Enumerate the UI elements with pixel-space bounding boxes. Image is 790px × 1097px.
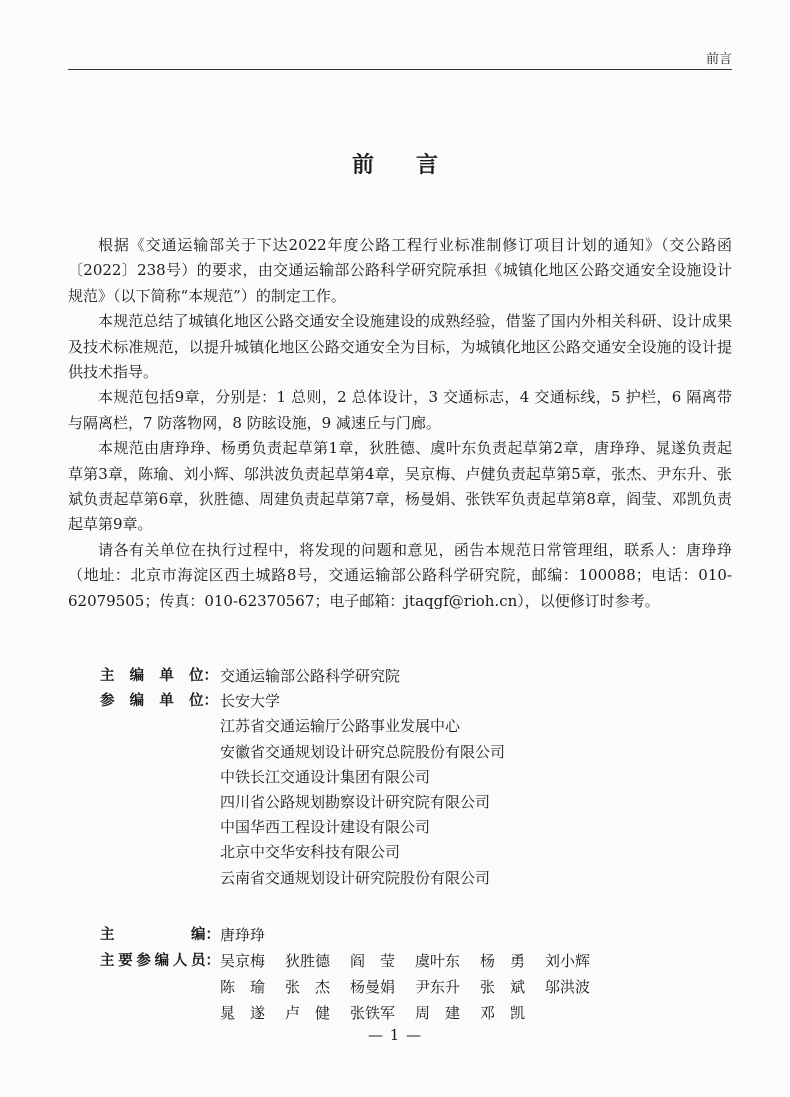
participant-name: 杨曼娟: [350, 978, 396, 996]
unit-item: 中铁长江交通设计集团有限公司: [220, 767, 431, 786]
unit-item: 北京中交华安科技有限公司: [220, 843, 401, 862]
unit-item: 中国华西工程设计建设有限公司: [220, 818, 431, 837]
participant-name: 卢 健: [285, 1004, 331, 1022]
participant-name: 周 建: [415, 1004, 461, 1022]
participant-name: 杨 勇: [480, 952, 526, 970]
main-participants-row: 主 要 参 编 人 员 ： 吴京梅 狄胜德 阎 莹 虞叶东 杨 勇 刘小辉 陈 瑜 张 杰 杨曼娟 尹东升 张 斌 邬洪波 晁 遂 卢 健 张铁军 周 建 邓 凯: [100, 948, 732, 1026]
participant-name: 晁 遂: [220, 1004, 266, 1022]
participant-name: 尹东升: [415, 978, 461, 996]
participant-name: 张铁军: [350, 1004, 396, 1022]
participants-grid: [220, 948, 610, 1026]
chief-editor-label: 主 编: [100, 927, 206, 943]
unit-item: 长安大学: [220, 692, 281, 711]
participant-name: 邓 凯: [480, 1004, 526, 1022]
paragraph: 请各有关单位在执行过程中，将发现的问题和意见，函告本规范日常管理组，联系人：唐琤琤（地址：北京市海淀区西土城路8号，交通运输部公路科学研究院，邮编：100088；电话：010-62079505；传真：010-62370567；电子邮箱：jtaqgf@rioh.cn），以便修订时参考。: [68, 540, 732, 610]
paragraph: 根据《交通运输部关于下达2022年度公路工程行业标准制修订项目计划的通知》（交公路函〔2022〕238号）的要求，由交通运输部公路科学研究院承担《城镇化地区公路交通安全设施设计规范》（以下简称“本规范”）的制定工作。: [68, 236, 732, 305]
chief-editor-name: 唐琤琤: [220, 926, 266, 944]
unit-item: 四川省公路规划勘察设计研究院有限公司: [220, 793, 491, 812]
participant-name: 吴京梅: [220, 952, 266, 970]
participant-name: 虞叶东: [415, 952, 461, 970]
main-participants-label: 主 要 参 编 人 员: [100, 953, 206, 969]
paragraph: 本规范总结了城镇化地区公路交通安全设施建设的成熟经验，借鉴了国内外相关科研、设计成果及技术标准规范，以提升城镇化地区公路交通安全为目标，为城镇化地区公路交通安全设施的设计提供技术指导。: [68, 312, 732, 382]
header-rule: [68, 69, 732, 70]
unit-item: 安徽省交通规划设计研究总院股份有限公司: [220, 742, 506, 761]
chief-unit-value: 交通运输部公路科学研究院: [220, 667, 401, 685]
participating-units-label: 参 编 单 位: [100, 693, 204, 710]
page-title: 前言: [351, 153, 480, 178]
units-section: [100, 664, 732, 891]
participant-name: 阎 莹: [350, 952, 396, 970]
participating-units-list: [220, 689, 505, 891]
preface-body: [68, 233, 732, 614]
participant-name: 邬洪波: [545, 978, 591, 996]
chief-unit-row: 主 编 单 位 ： 交通运输部公路科学研究院: [100, 664, 732, 689]
page-number: — 1 —: [367, 1026, 423, 1044]
chief-editor-row: 主 编 ： 唐琤琤: [100, 922, 732, 948]
paragraph: 本规范包括9章，分别是：1 总则，2 总体设计，3 交通标志，4 交通标线，5 护栏，6 隔离带与隔离栏，7 防落物网，8 防眩设施，9 减速丘与门廊。: [68, 388, 732, 432]
unit-item: 江苏省交通运输厅公路事业发展中心: [220, 717, 461, 736]
participant-name: 刘小辉: [545, 952, 591, 970]
participant-name: 陈 瑜: [220, 978, 266, 996]
unit-item: 云南省交通规划设计研究院股份有限公司: [220, 868, 491, 887]
running-header: 前言: [705, 52, 732, 67]
participant-name: 张 斌: [480, 978, 526, 996]
participating-units-row: 参 编 单 位 ： 长安大学 江苏省交通运输厅公路事业发展中心 安徽省交通规划设计研究总院股份有限公司 中铁长江交通设计集团有限公司 四川省公路规划勘察设计研究院有限公司 中国华西工程设计建设有限公司 北京中交华安科技有限公司 云南省交通规划设计研究院股份有限公司: [100, 689, 732, 891]
editors-section: [100, 922, 732, 1026]
participant-name: 张 杰: [285, 978, 331, 996]
chief-unit-label: 主 编 单 位: [100, 668, 204, 684]
participant-name: 狄胜德: [285, 952, 331, 970]
paragraph: 本规范由唐琤琤、杨勇负责起草第1章，狄胜德、虞叶东负责起草第2章，唐琤琤、晁遂负责起草第3章，陈瑜、刘小辉、邬洪波负责起草第4章，吴京梅、卢健负责起草第5章，张杰、尹东升、张斌负责起草第6章，狄胜德、周建负责起草第7章，杨曼娟、张铁军负责起草第8章，阎莹、邓凯负责起草第9章。: [68, 439, 732, 534]
